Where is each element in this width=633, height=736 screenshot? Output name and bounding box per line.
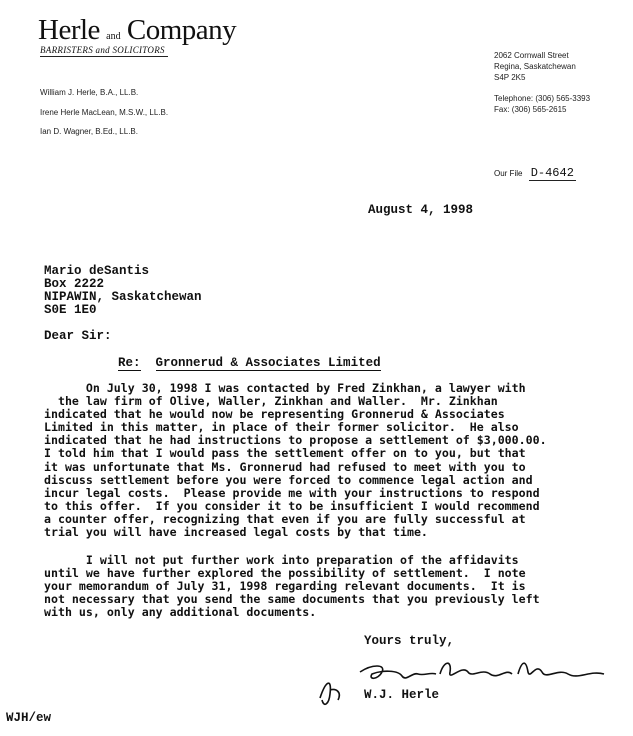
address-line: Regina, Saskatchewan [494,62,576,71]
recipient-line: Box 2222 [44,277,105,291]
lawyer-name: Ian D. Wagner, B.Ed., LL.B. [40,127,138,136]
firm-and: and [106,31,121,42]
our-file-number: D-4642 [530,166,574,180]
firm-name-1: Herle [38,14,100,46]
lawyer-name: William J. Herle, B.A., LL.B. [40,88,139,97]
handwritten-signature [312,650,622,710]
recipient-line: NIPAWIN, Saskatchewan [44,290,202,304]
lawyer-name: Irene Herle MacLean, M.S.W., LL.B. [40,108,169,117]
typist-initials: WJH/ew [6,711,52,725]
re-label: Re: [118,356,141,370]
firm-fax: Fax: (306) 565-2615 [494,105,567,114]
recipient-line: Mario deSantis [44,264,150,278]
salutation: Dear Sir: [44,329,112,343]
re-subject: Gronnerud & Associates Limited [155,356,381,370]
our-file-label: Our File [494,169,523,178]
closing: Yours truly, [364,634,455,648]
address-line: 2062 Cornwall Street [494,51,569,60]
our-file [494,166,576,180]
recipient-line: S0E 1E0 [44,303,97,317]
firm-telephone: Telephone: (306) 565-3393 [494,94,591,103]
body-paragraph-2: I will not put further work into preparation of the affidavits until we have further explored the possibility of settlement. I note your memorandum of July 31, 1998 regarding relevant documents. It is not necessary that you send the same documents that you previously left with us, only any additional documents. [44,553,540,620]
letter-date: August 4, 1998 [368,203,474,217]
firm-logo [38,14,236,47]
signer-name: W.J. Herle [364,688,440,702]
body-paragraph-1: On July 30, 1998 I was contacted by Fred Zinkhan, a lawyer with the law firm of Olive, Waller, Zinkhan and Waller. Mr. Zinkhan indicated that he would now be representing Gronnerud & Associates Limited in this matter, in place of their former solicitor. He also indicated that he had instructions to propose a settlement of $3,000.00. I told him that I would pass the settlement offer on to you, but that it was unfortunate that Ms. Gronnerud had refused to meet with you to discuss settlement before you were forced to commence legal action and incur legal costs. Please provide me with your instructions to respond to this offer. If you consider it to be insufficient I would recommend a counter offer, recognizing that even if you are fully successful at trial you will have increased legal costs by that time. [44,381,547,540]
firm-subtitle: BARRISTERS and SOLICITORS [40,45,168,57]
firm-address [494,50,576,83]
firm-name-2: Company [126,14,237,46]
re-line [118,356,381,370]
address-line: S4P 2K5 [494,73,526,82]
